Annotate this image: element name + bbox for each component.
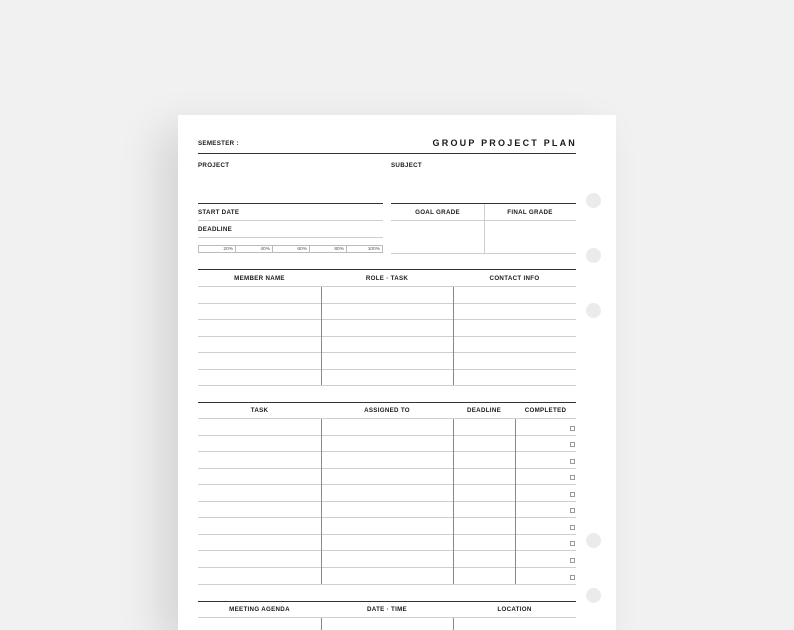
subject-label: SUBJECT [391, 162, 422, 169]
completed-checkbox[interactable] [570, 575, 575, 580]
meeting-col-divider [453, 618, 454, 630]
table-row [198, 567, 576, 568]
tasks-col-divider [321, 419, 322, 584]
task-header: TASK [250, 407, 269, 414]
table-row [198, 336, 576, 337]
assigned-to-header: ASSIGNED TO [364, 407, 410, 414]
table-row [198, 352, 576, 353]
progress-step[interactable] [346, 245, 383, 253]
start-date-top-line [198, 203, 383, 204]
table-row [198, 501, 576, 502]
completed-checkbox[interactable] [570, 492, 575, 497]
deadline-line [198, 237, 383, 238]
project-label: PROJECT [198, 162, 230, 169]
meeting-col-divider [321, 618, 322, 630]
binder-hole [586, 248, 601, 263]
member-name-header: MEMBER NAME [234, 275, 285, 282]
table-row [198, 451, 576, 452]
table-row [198, 369, 576, 370]
completed-checkbox[interactable] [570, 426, 575, 431]
date-time-header: DATE · TIME [367, 606, 407, 613]
meeting-table-top [198, 601, 576, 602]
binder-hole [586, 303, 601, 318]
table-row [198, 418, 576, 419]
header-divider [198, 153, 576, 154]
role-task-header: ROLE · TASK [365, 275, 409, 282]
completed-checkbox[interactable] [570, 541, 575, 546]
start-date-label: START DATE [198, 209, 240, 216]
binder-hole [586, 588, 601, 603]
goal-grade-label: GOAL GRADE [415, 209, 460, 216]
members-table-top [198, 269, 576, 270]
grade-bottom-line [391, 253, 576, 254]
table-row [198, 319, 576, 320]
meeting-agenda-header: MEETING AGENDA [229, 606, 290, 613]
table-row [198, 286, 576, 287]
completed-checkbox[interactable] [570, 442, 575, 447]
progress-step-label: 100% [367, 247, 380, 252]
progress-step[interactable] [198, 245, 236, 253]
progress-step[interactable] [272, 245, 310, 253]
progress-step-label: 80% [334, 247, 344, 252]
planner-page [178, 115, 616, 630]
deadline-header: DEADLINE [466, 407, 502, 414]
table-row [198, 435, 576, 436]
completed-checkbox[interactable] [570, 459, 575, 464]
table-row [198, 385, 576, 386]
page-title: GROUP PROJECT PLAN [432, 138, 577, 148]
members-col-divider [453, 287, 454, 385]
tasks-col-divider [515, 419, 516, 584]
completed-checkbox[interactable] [570, 558, 575, 563]
semester-label: SEMESTER : [198, 140, 239, 147]
table-row [198, 617, 576, 618]
start-date-line [198, 220, 383, 221]
progress-step-label: 40% [260, 247, 270, 252]
table-row [198, 517, 576, 518]
contact-info-header: CONTACT INFO [489, 275, 540, 282]
completed-checkbox[interactable] [570, 508, 575, 513]
progress-step[interactable] [309, 245, 347, 253]
location-header: LOCATION [497, 606, 532, 613]
progress-step-label: 60% [297, 247, 307, 252]
tasks-col-divider [453, 419, 454, 584]
table-row [198, 468, 576, 469]
binder-hole [586, 193, 601, 208]
progress-step-label: 20% [223, 247, 233, 252]
table-row [198, 584, 576, 585]
binder-hole [586, 533, 601, 548]
members-col-divider [321, 287, 322, 385]
table-row [198, 484, 576, 485]
table-row [198, 303, 576, 304]
progress-step[interactable] [235, 245, 273, 253]
deadline-label: DEADLINE [198, 226, 233, 233]
table-row [198, 534, 576, 535]
completed-checkbox[interactable] [570, 475, 575, 480]
table-row [198, 550, 576, 551]
tasks-table-top [198, 402, 576, 403]
completed-checkbox[interactable] [570, 525, 575, 530]
completed-header: COMPLETED [524, 407, 567, 414]
grade-divider [484, 204, 485, 254]
final-grade-label: FINAL GRADE [507, 209, 553, 216]
